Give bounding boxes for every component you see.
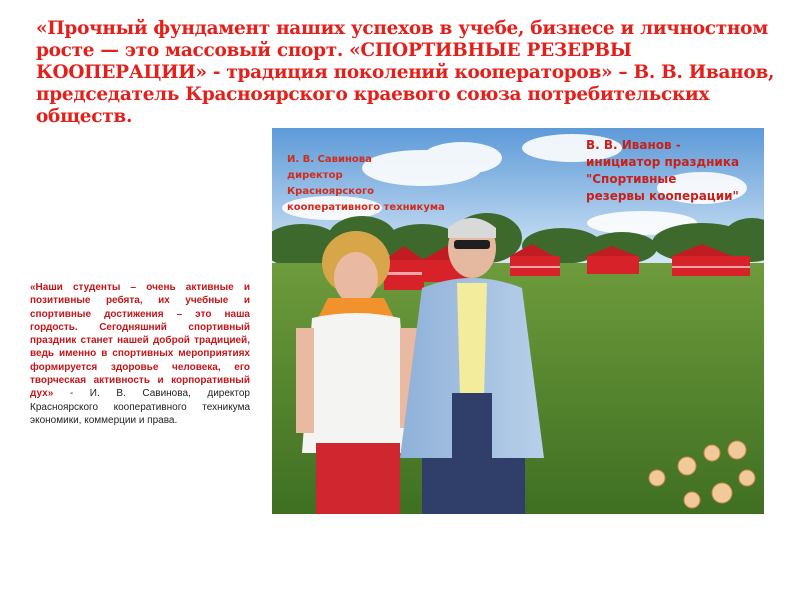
quote-attribution: - И. В. Савинова, директор Красноярского кооперативного техникума экономики, коммерции и права. (30, 388, 250, 426)
savinova-quote (30, 281, 250, 427)
quote-text: «Наши студенты – очень активные и позитивные ребята, их учебные и спортивные достижения – это наша гордость. Сегодняшний спортивный праздник станет нашей доброй традицией, ведь именно в спортивных мероприятиях формируется здоровье человека, его творческая активность и корпоративный дух» (30, 282, 250, 400)
caption-savinova: И. В. Савинова директор Красноярского кооперативного техникума (287, 154, 445, 213)
caption-ivanov: В. В. Иванов - инициатор праздника "Спортивные резервы кооперации" (586, 138, 740, 203)
headline-quote: «Прочный фундамент наших успехов в учебе, бизнесе и личностном росте — это массовый спорт. «СПОРТИВНЫЕ РЕЗЕРВЫ КООПЕРАЦИИ» - традиция поколений кооператоров» – В. В. Иванов, председатель Красноярского краевого союза потребительских обществ. (36, 18, 775, 127)
